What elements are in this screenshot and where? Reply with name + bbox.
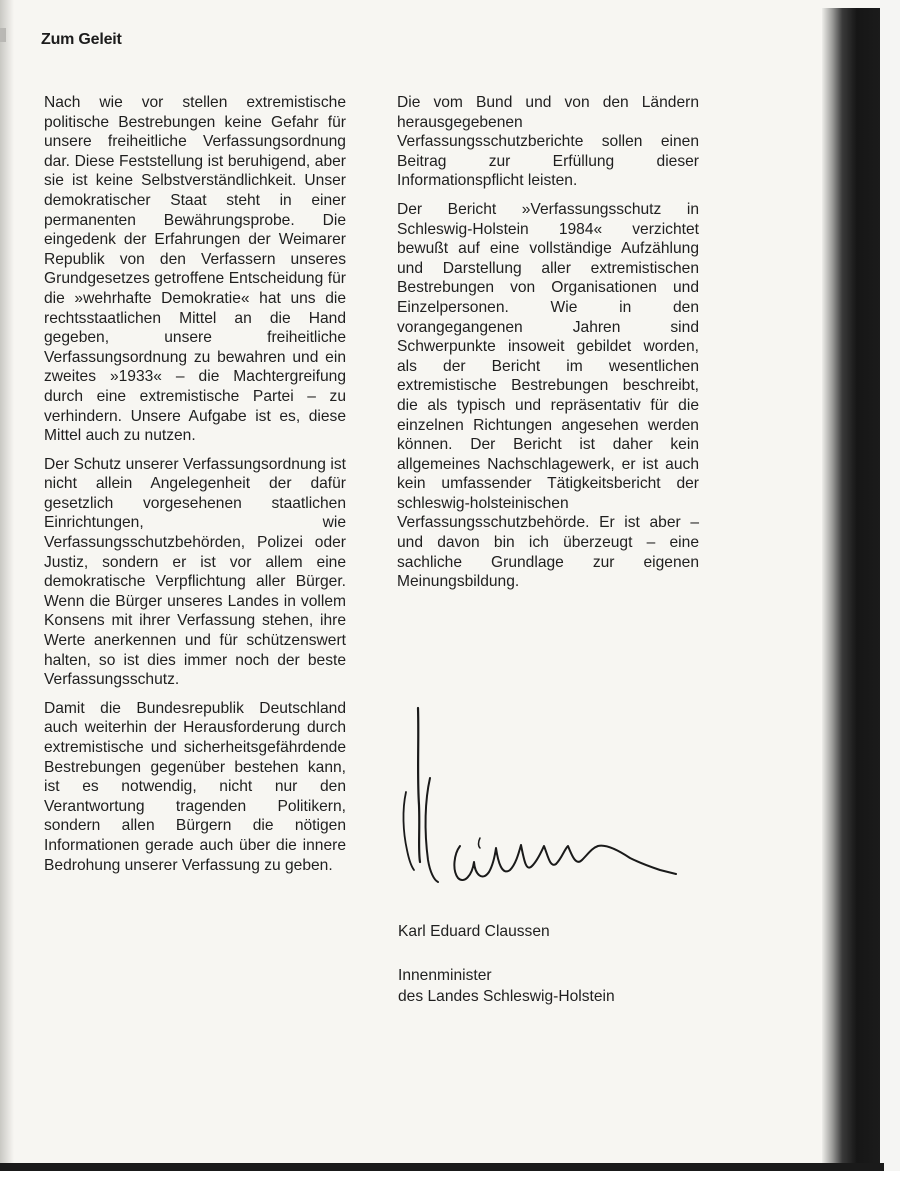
scan-bottom-margin	[0, 1171, 900, 1190]
signatory-name: Karl Eduard Claussen	[398, 923, 550, 940]
paragraph: Der Schutz unserer Verfassungsordnung ist nicht allein Angelegenheit der dafür gesetzlich vorgesehenen staatlichen Einrichtungen, wie Verfassungsschutzbehörden, Polizei oder Justiz, sondern er ist vor allem eine demokratische Verpflichtung aller Bürger. Wenn die Bürger unseres Landes in vollem Konsens mit ihrer Verfassung stehen, ihre Werte anerkennen und für schützenswert halten, so ist dies immer noch der beste Verfassungsschutz.	[44, 455, 346, 689]
scan-corner-mark	[0, 28, 6, 42]
page-heading: Zum Geleit	[41, 31, 122, 48]
page-edge-shadow	[0, 0, 14, 1170]
book-binding-shadow	[822, 8, 880, 1170]
paragraph: Damit die Bundesrepublik Deutschland auch weiterhin der Herausforderung durch extremistische und sicherheitsgefährdende Bestrebungen gegenüber bestehen kann, ist es notwendig, nicht nur den Verantwortung tragenden Politikern, sondern allen Bürgern die nötigen Informationen gerade auch über die innere Bedrohung unserer Verfassung zu geben.	[44, 699, 346, 874]
paragraph: Die vom Bund und von den Ländern herausgegebenen Verfassungsschutzberichte sollen einen Beitrag zur Erfüllung dieser Informationspflicht leisten.	[397, 94, 699, 190]
signatory-title-line: des Landes Schleswig-Holstein	[398, 988, 615, 1005]
scan-bottom-edge	[0, 1163, 884, 1171]
paragraph: Nach wie vor stellen extremistische politische Bestrebungen keine Gefahr für unsere freiheitliche Verfassungsordnung dar. Diese Feststellung ist beruhigend, aber sie ist keine Selbstverständlichkeit. Unser demokratischer Staat steht in einer permanenten Bewährungsprobe. Die eingedenk der Erfahrungen der Weimarer Republik von den Verfassern unseres Grundgesetzes getroffene Entscheidung für die »wehrhafte Demokratie« hat uns die rechtsstaatlichen Mittel an die Hand gegeben, unsere freiheitliche Verfassungsordnung zu bewahren und ein zweites »1933« – die Machtergreifung durch eine extremistische Partei – zu verhindern. Unsere Aufgabe ist es, diese Mittel auch zu nutzen.	[44, 94, 346, 445]
right-text-column	[397, 93, 699, 601]
signatory-title	[398, 965, 615, 1007]
left-text-column	[44, 93, 346, 884]
scan-right-margin	[880, 0, 900, 1190]
signatory-title-line: Innenminister	[398, 967, 492, 984]
paragraph: Der Bericht »Verfassungsschutz in Schleswig-Holstein 1984« verzichtet bewußt auf eine vollständige Aufzählung und Darstellung aller extremistischen Bestrebungen von Organisationen und Einzelpersonen. Wie in den vorangegangenen Jahren sind Schwerpunkte insoweit gebildet worden, als der Bericht im wesentlichen extremistische Bestrebungen beschreibt, die als typisch und repräsentativ für die einzelnen Richtungen angesehen werden können. Der Bericht ist daher kein allgemeines Nachschlagewerk, er ist auch kein umfassender Tätigkeitsbericht der schleswig-holsteinischen Verfassungsschutzbehörde. Er ist aber – und davon bin ich überzeugt – eine sachliche Grundlage zur eigenen Meinungsbildung.	[397, 200, 699, 591]
handwritten-signature	[392, 700, 692, 900]
